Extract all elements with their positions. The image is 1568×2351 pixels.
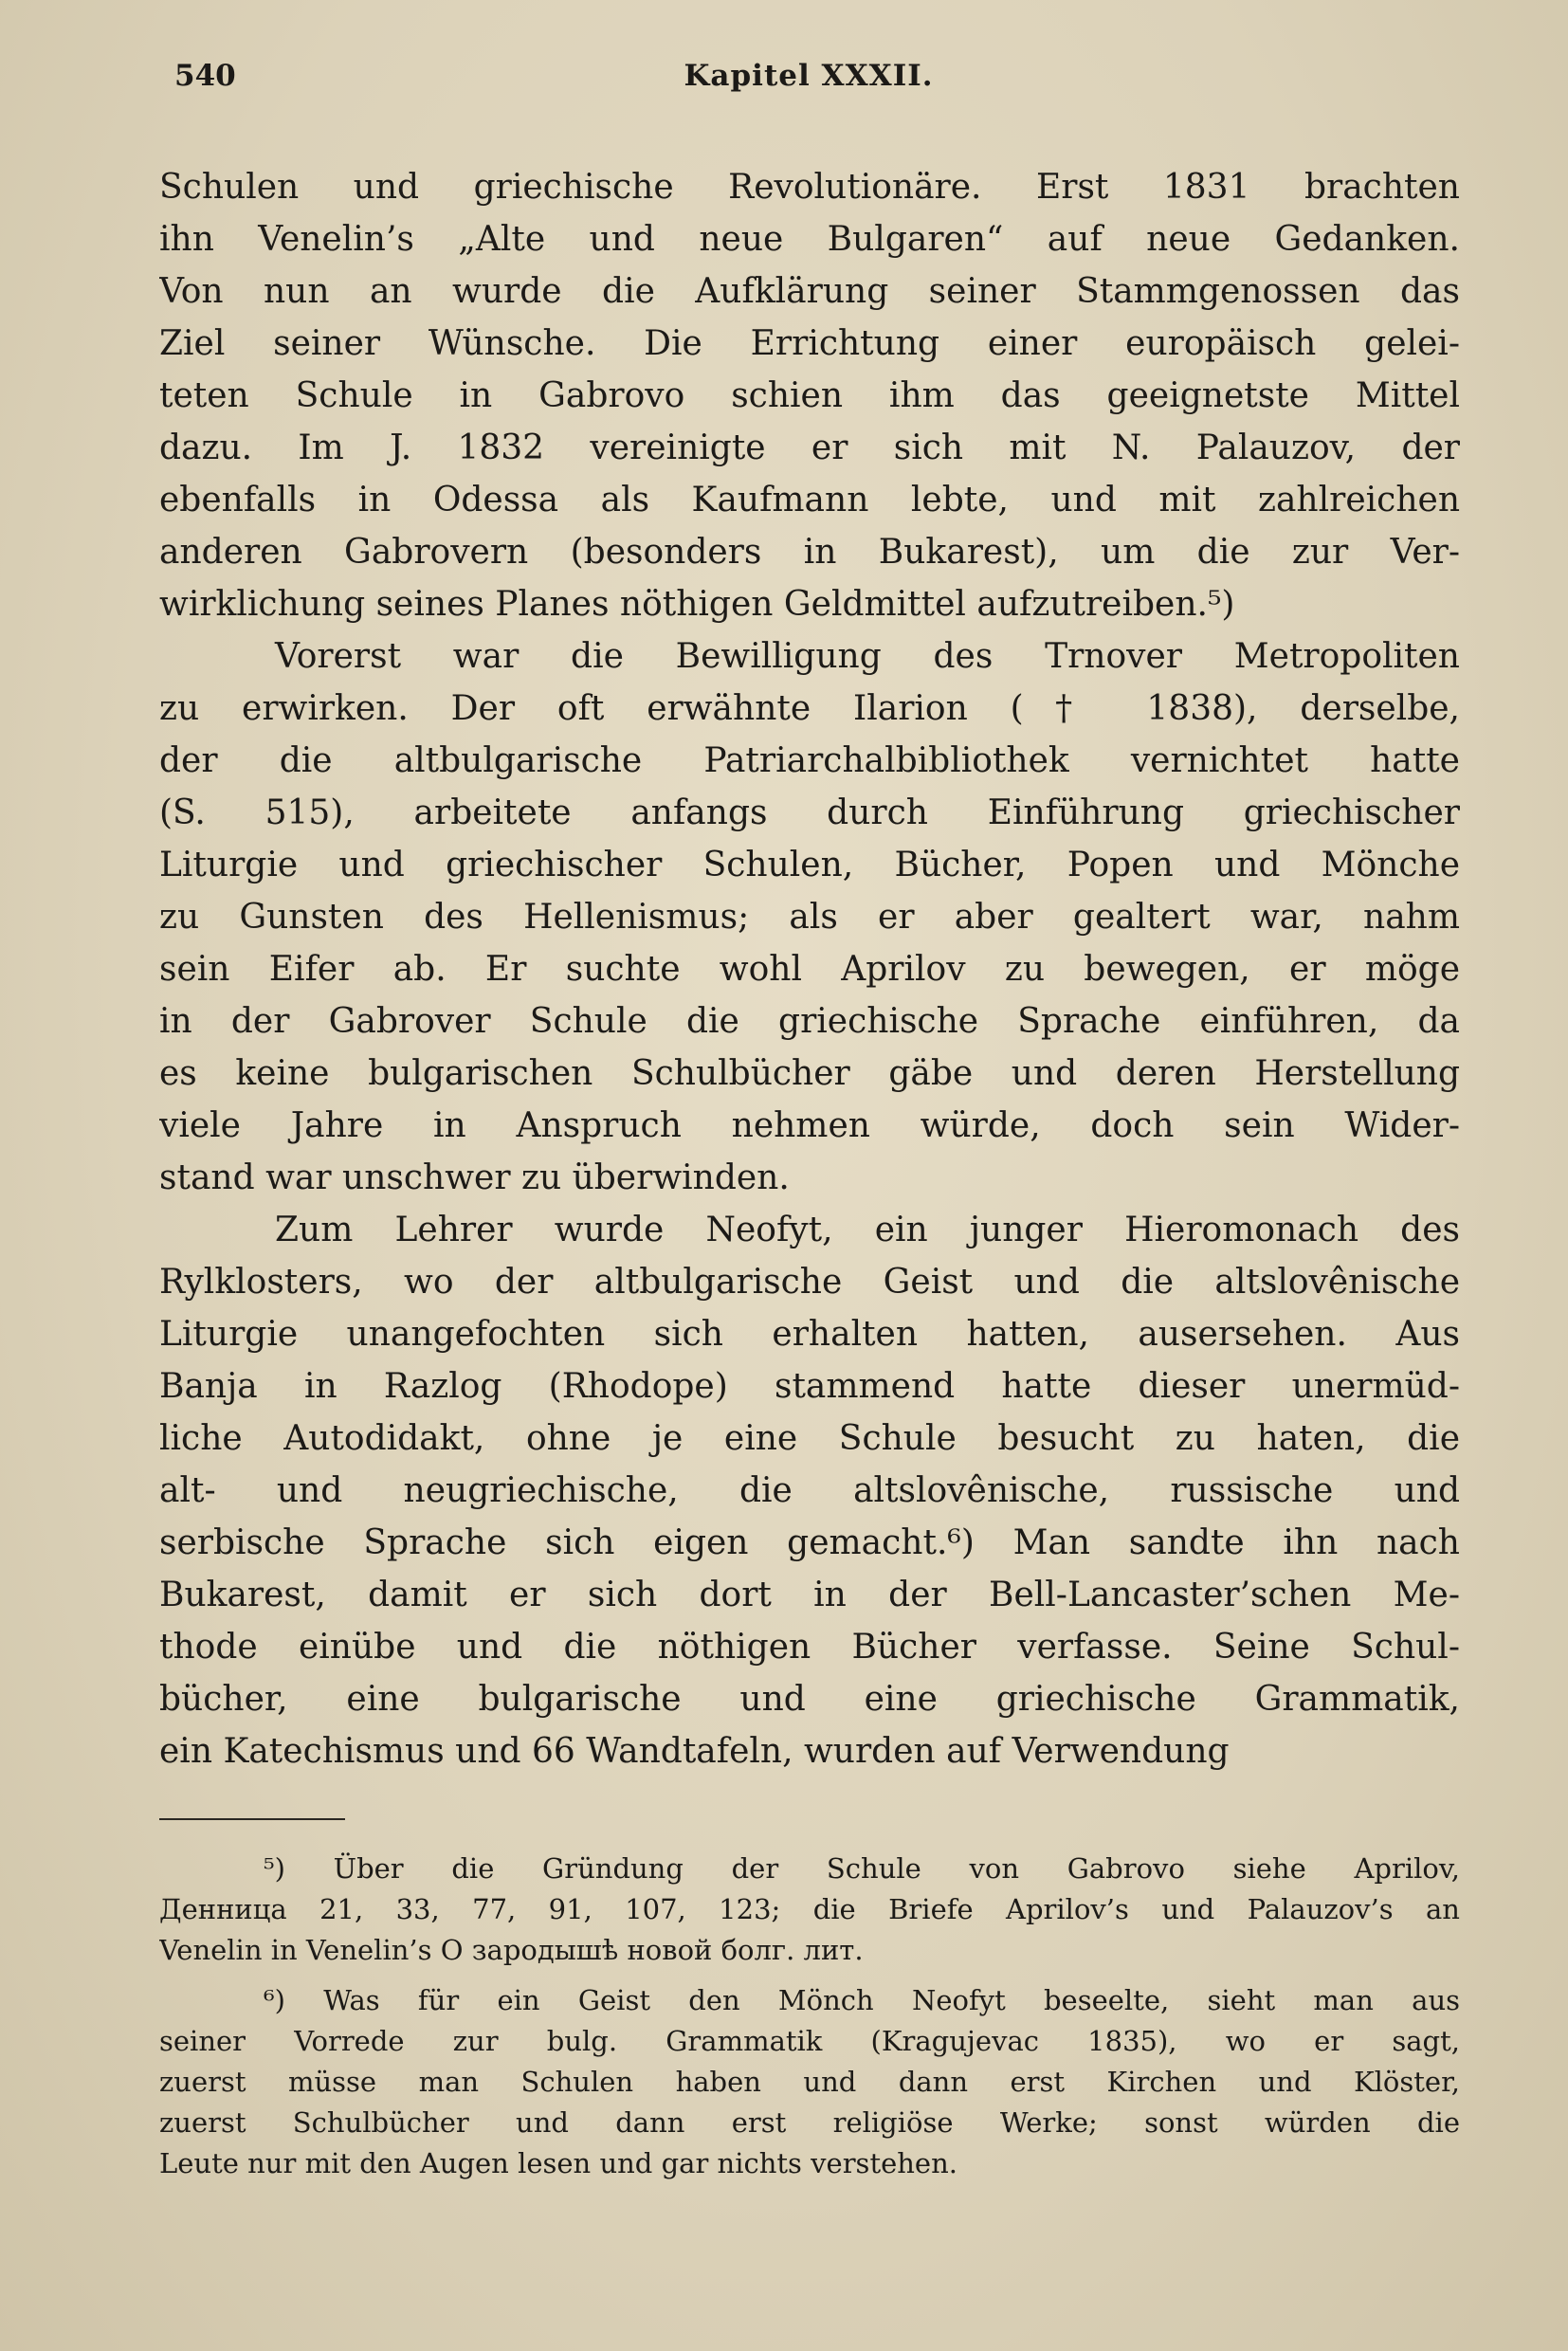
text-line: in der Gabrover Schule die griechische Sprache einführen, da — [159, 1002, 1460, 1041]
footnote-gap — [159, 1971, 1460, 1980]
running-head: Kapitel XXXII. — [684, 59, 934, 93]
text-line: liche Autodidakt, ohne je eine Schule besucht zu haten, die — [159, 1419, 1460, 1458]
text-line: ein Katechismus und 66 Wandtafeln, wurden auf Verwendung — [159, 1732, 1230, 1771]
text-line: dazu. Im J. 1832 vereinigte er sich mit N. Palauzov, der — [159, 428, 1460, 467]
text-line: ebenfalls in Odessa als Kaufmann lebte, und mit zahlreichen — [159, 481, 1460, 519]
text-line: Bukarest, damit er sich dort in der Bell-Lancaster’schen Me- — [159, 1576, 1460, 1614]
footnote-line: ⁵) Über die Gründung der Schule von Gabrovo siehe Aprilov, — [264, 1852, 1460, 1885]
page-number: 540 — [174, 59, 236, 93]
text-line: alt- und neugriechische, die altslovênische, russische und — [159, 1471, 1460, 1510]
text-line: thode einübe und die nöthigen Bücher verfasse. Seine Schul- — [159, 1628, 1460, 1667]
text-line: zu erwirken. Der oft erwähnte Ilarion († 1838), derselbe, — [159, 689, 1460, 728]
text-line: es keine bulgarischen Schulbücher gäbe und deren Herstellung — [159, 1054, 1460, 1093]
text-line: Zum Lehrer wurde Neofyt, ein junger Hieromonach des — [275, 1211, 1460, 1249]
footnote-line: zuerst Schulbücher und dann erst religiöse Werke; sonst würden die — [159, 2106, 1460, 2139]
text-line: (S. 515), arbeitete anfangs durch Einführung griechischer — [159, 793, 1460, 832]
body-text — [159, 161, 1460, 1777]
footnote-line: Leute nur mit den Augen lesen und gar nichts verstehen. — [159, 2147, 957, 2179]
text-line: anderen Gabrovern (besonders in Bukarest), um die zur Ver- — [159, 533, 1460, 572]
page-header — [159, 59, 1458, 112]
text-line: Ziel seiner Wünsche. Die Errichtung einer europäisch gelei- — [159, 324, 1460, 363]
footnotes — [159, 1849, 1460, 2184]
footnote-line: ⁶) Was für ein Geist den Mönch Neofyt beseelte, sieht man aus — [264, 1984, 1460, 2016]
text-line: Vorerst war die Bewilligung des Trnover Metropoliten — [275, 637, 1460, 676]
footnote-line: seiner Vorrede zur bulg. Grammatik (Kragujevac 1835), wo er sagt, — [159, 2025, 1460, 2057]
text-line: stand war unschwer zu überwinden. — [159, 1158, 790, 1197]
text-line: der die altbulgarische Patriarchalbibliothek vernichtet hatte — [159, 741, 1460, 780]
text-line: serbische Sprache sich eigen gemacht.⁶) Man sandte ihn nach — [159, 1523, 1460, 1562]
footnote-line: zuerst müsse man Schulen haben und dann erst Kirchen und Klöster, — [159, 2066, 1460, 2098]
text-line: Liturgie und griechischer Schulen, Bücher, Popen und Mönche — [159, 846, 1460, 884]
text-line: ihn Venelin’s „Alte und neue Bulgaren“ auf neue Gedanken. — [159, 220, 1460, 259]
text-line: Von nun an wurde die Aufklärung seiner Stammgenossen das — [159, 272, 1460, 311]
text-line: wirklichung seines Planes nöthigen Geldmittel aufzutreiben.⁵) — [159, 585, 1235, 624]
text-line: Banja in Razlog (Rhodope) stammend hatte dieser unermüd- — [159, 1367, 1460, 1406]
text-line: viele Jahre in Anspruch nehmen würde, doch sein Wider- — [159, 1106, 1460, 1145]
text-line: zu Gunsten des Hellenismus; als er aber gealtert war, nahm — [159, 898, 1460, 937]
footnote-rule — [159, 1818, 345, 1820]
footnote-line: Денница 21, 33, 77, 91, 107, 123; die Briefe Aprilov’s und Palauzov’s an — [159, 1893, 1460, 1925]
text-line: Liturgie unangefochten sich erhalten hatten, ausersehen. Aus — [159, 1315, 1460, 1354]
text-line: teten Schule in Gabrovo schien ihm das geeignetste Mittel — [159, 376, 1460, 415]
footnote-line: Venelin in Venelin’s О зародышѣ новой болг. лит. — [159, 1934, 864, 1966]
text-line: bücher, eine bulgarische und eine griechische Grammatik, — [159, 1680, 1460, 1719]
text-line: Rylklosters, wo der altbulgarische Geist und die altslovênische — [159, 1263, 1460, 1302]
text-line: sein Eifer ab. Er suchte wohl Aprilov zu bewegen, er möge — [159, 950, 1460, 989]
text-line: Schulen und griechische Revolutionäre. Erst 1831 brachten — [159, 168, 1460, 207]
